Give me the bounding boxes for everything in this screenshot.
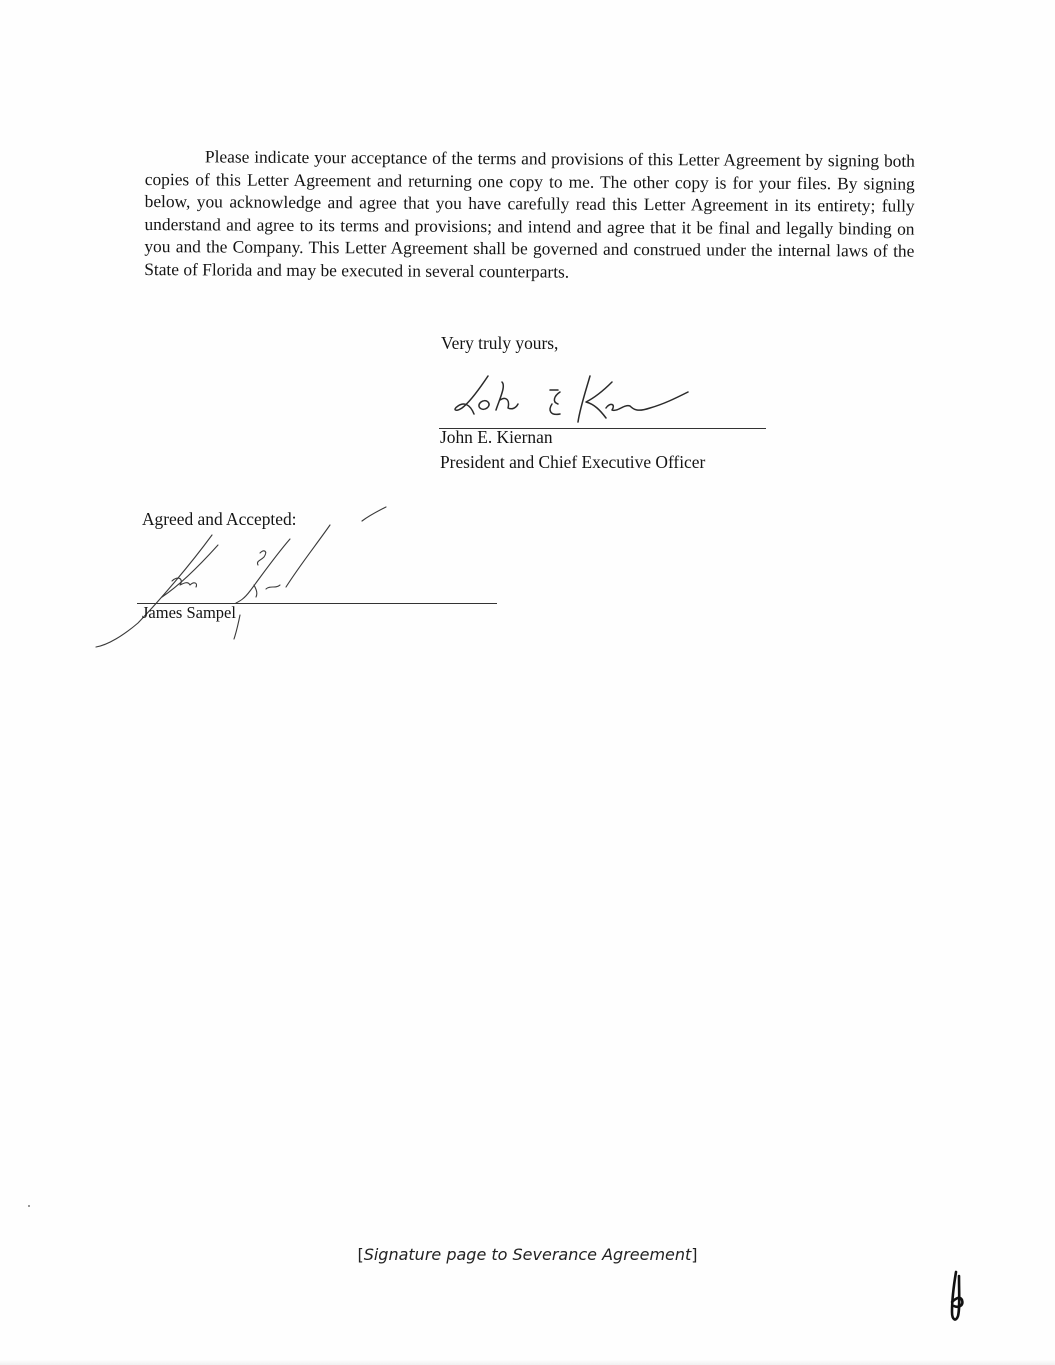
caption-open-bracket: [: [357, 1245, 364, 1264]
agreed-accepted-label: Agreed and Accepted:: [142, 509, 297, 529]
closing-salutation: Very truly yours,: [441, 333, 559, 353]
signature-page-caption: [0, 1245, 1055, 1264]
accepter-name: James Sampel: [142, 603, 236, 622]
signer-signature-icon: [440, 368, 770, 430]
initials-icon: [942, 1268, 970, 1324]
accepter-signature-icon: [90, 505, 390, 655]
scan-bottom-edge: [0, 1359, 1055, 1365]
caption-close-bracket: ]: [691, 1245, 698, 1264]
signer-title: President and Chief Executive Officer: [440, 452, 706, 472]
signer-name: John E. Kiernan: [440, 427, 553, 447]
caption-text: Signature page to Severance Agreement: [363, 1245, 692, 1264]
scan-speck: [28, 1205, 30, 1207]
acceptance-paragraph: Please indicate your acceptance of the terms and provisions of this Letter Agreement by signing both copies of this Letter Agreement and returning one copy to me. The other copy is for your files. By signing below, you acknowledge and agree that you have carefully read this Letter Agreement in its entirety; fully understand and agree to its terms and provisions; and intend and agree that it be final and legally binding on you and the Company. This Letter Agreement shall be governed and construed under the internal laws of the State of Florida and may be executed in several counterparts.: [144, 146, 915, 282]
